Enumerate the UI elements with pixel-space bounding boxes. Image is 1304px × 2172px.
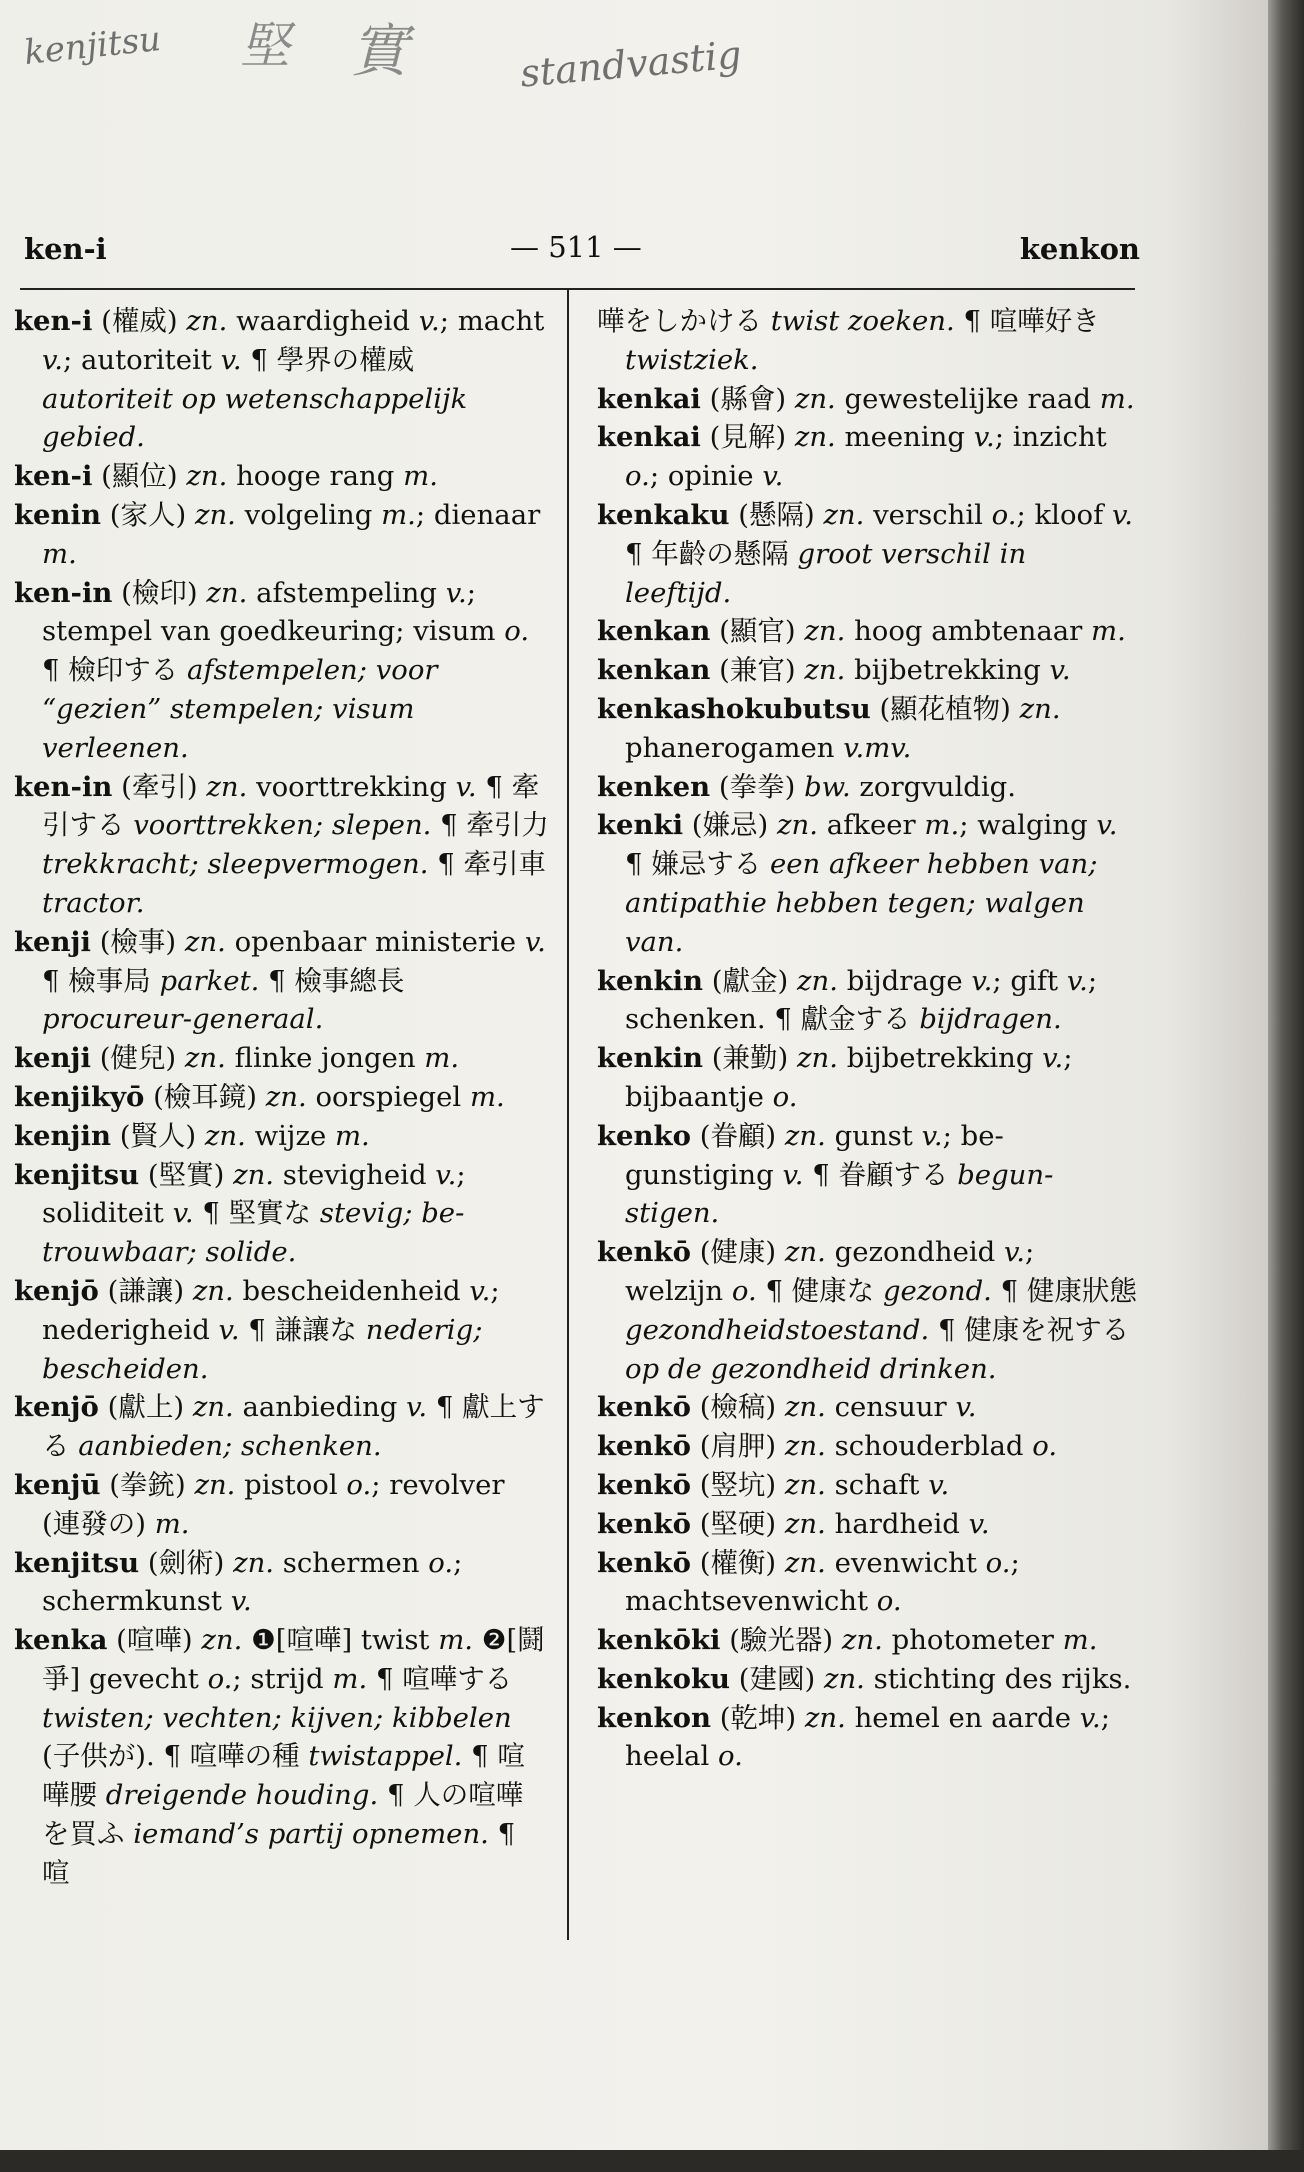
left-column-entry: ken-i (顯位) zn. hooge rang m. <box>14 460 438 493</box>
right-column-entry: kenko (眷顧) zn. gunst v.; begunstiging v. ¶ 眷顧する begunstigen. <box>597 1119 1054 1230</box>
left-column-entry: kenka (喧嘩) zn. ❶[喧嘩] twist m. ❷[鬪爭] gevecht o.; strijd m. ¶ 喧嘩する twisten; vechten; kijven; kibbelen (子供が). ¶ 喧嘩の種 twistappel. ¶ 喧嘩腰 dreigende houding. ¶ 人の喧嘩を買ふ iemand’s partij opnemen. ¶ 喧 <box>14 1624 545 1889</box>
right-column-entry: kenkō (檢稿) zn. censuur v. <box>597 1391 977 1424</box>
right-column-entry: kenkai (見解) zn. meening v.; inzicht o.; opinie v. <box>597 421 1107 493</box>
right-column <box>597 302 1137 1776</box>
right-column-entry: kenkan (顯官) zn. hoog ambtenaar m. <box>597 615 1126 648</box>
left-column-entry: kenjū (拳銃) zn. pistool o.; revolver (連發の) m. <box>14 1468 505 1540</box>
right-column-entry: kenkin (兼勤) zn. bijbetrekking v.; bijbaantje o. <box>597 1042 1073 1113</box>
page-number: — 511 — <box>510 230 642 264</box>
left-column-entry: kenin (家人) zn. volgeling m.; dienaar m. <box>14 498 541 570</box>
left-column-entry: kenjō (謙讓) zn. bescheidenheid v.; nederigheid v. ¶ 謙讓な nederig; bescheiden. <box>14 1274 500 1385</box>
left-column-entry: kenjitsu (堅實) zn. stevigheid v.; soliditeit v. ¶ 堅實な stevig; betrouwbaar; solide. <box>14 1158 466 1269</box>
right-column-entry: kenki (嫌忌) zn. afkeer m.; walging v. ¶ 嫌忌する een afkeer hebben van; antipathie hebben tegen; walgen van. <box>597 809 1118 958</box>
running-head-left: ken-i <box>24 232 107 266</box>
page-edge-shadow <box>1268 0 1304 2172</box>
page-bottom-shadow <box>0 2150 1304 2172</box>
right-column-entry: kenkō (竪坑) zn. schaft v. <box>597 1468 950 1501</box>
right-column-entry: kenkai (縣會) zn. gewestelijke raad m. <box>597 382 1135 415</box>
left-column <box>14 302 550 1893</box>
handwritten-note-kanji-2: 實 <box>350 17 409 85</box>
left-column-entry: kenjin (賢人) zn. wijze m. <box>14 1119 370 1152</box>
right-column-entry: kenkō (健康) zn. gezondheid v.; welzijn o. ¶ 健康な gezond. ¶ 健康狀態 gezondheidstoestand. ¶ 健康を祝する op de gezondheid drinken. <box>597 1236 1137 1385</box>
right-column-entry: kenkashokubutsu (顯花植物) zn. phanerogamen v.mv. <box>597 692 1061 764</box>
left-column-entry: kenjikyō (檢耳鏡) zn. oorspiegel m. <box>14 1080 505 1113</box>
right-column-entry: kenkon (乾坤) zn. hemel en aarde v.; heelal o. <box>597 1701 1111 1773</box>
right-column-entry: kenken (拳拳) bw. zorgvuldig. <box>597 770 1017 803</box>
right-column-entry: kenkaku (懸隔) zn. verschil o.; kloof v. ¶ 年齡の懸隔 groot verschil in leeftijd. <box>597 498 1133 609</box>
left-column-entry: ken-in (檢印) zn. afstempeling v.; stempel van goedkeuring; visum o. ¶ 檢印する afstempelen; voor “gezien” stempelen; visum verleenen. <box>14 576 530 764</box>
right-column-entry: kenkoku (建國) zn. stichting des rijks. <box>597 1662 1132 1695</box>
right-column-entry: kenkō (權衡) zn. evenwicht o.; machtsevenwicht o. <box>597 1546 1020 1618</box>
right-column-entry: kenkōki (驗光器) zn. photometer m. <box>597 1624 1098 1657</box>
right-column-entry: kenkan (兼官) zn. bijbetrekking v. <box>597 654 1071 687</box>
left-column-entry: ken-in (牽引) zn. voorttrekking v. ¶ 牽引する voorttrekken; slepen. ¶ 牽引力 trekkracht; sleepvermogen. ¶ 牽引車 tractor. <box>14 770 549 919</box>
left-column-entry: kenjō (獻上) zn. aanbieding v. ¶ 獻上する aanbieden; schenken. <box>14 1391 545 1463</box>
left-column-entry: kenjitsu (劍術) zn. schermen o.; schermkunst v. <box>14 1546 463 1618</box>
handwritten-note-kanji-1: 堅 <box>240 17 290 75</box>
running-head-right: kenkon <box>1019 232 1140 266</box>
left-column-entry: kenji (檢事) zn. openbaar ministerie v. ¶ 檢事局 parket. ¶ 檢事總長 procureur-generaal. <box>14 925 546 1036</box>
left-column-entry: kenji (健兒) zn. flinke jongen m. <box>14 1042 460 1075</box>
right-column-entry: kenkō (肩胛) zn. schouderblad o. <box>597 1430 1058 1463</box>
left-column-entry: ken-i (權威) zn. waardigheid v.; macht v.; autoriteit v. ¶ 學界の權威 autoriteit op wetenschappelijk gebied. <box>14 305 545 454</box>
column-divider <box>567 290 569 1940</box>
handwritten-note-romaji: kenjitsu <box>22 18 163 74</box>
right-column-entry: kenkin (獻金) zn. bijdrage v.; gift v.; schenken. ¶ 獻金する bijdragen. <box>597 964 1098 1036</box>
handwritten-note-translation: standvastig <box>518 32 744 96</box>
right-column-entry: kenkō (堅硬) zn. hardheid v. <box>597 1507 990 1540</box>
header-rule <box>20 288 1135 290</box>
right-column-entry: 嘩をしかける twist zoeken. ¶ 喧嘩好き twistziek. <box>597 305 1100 376</box>
